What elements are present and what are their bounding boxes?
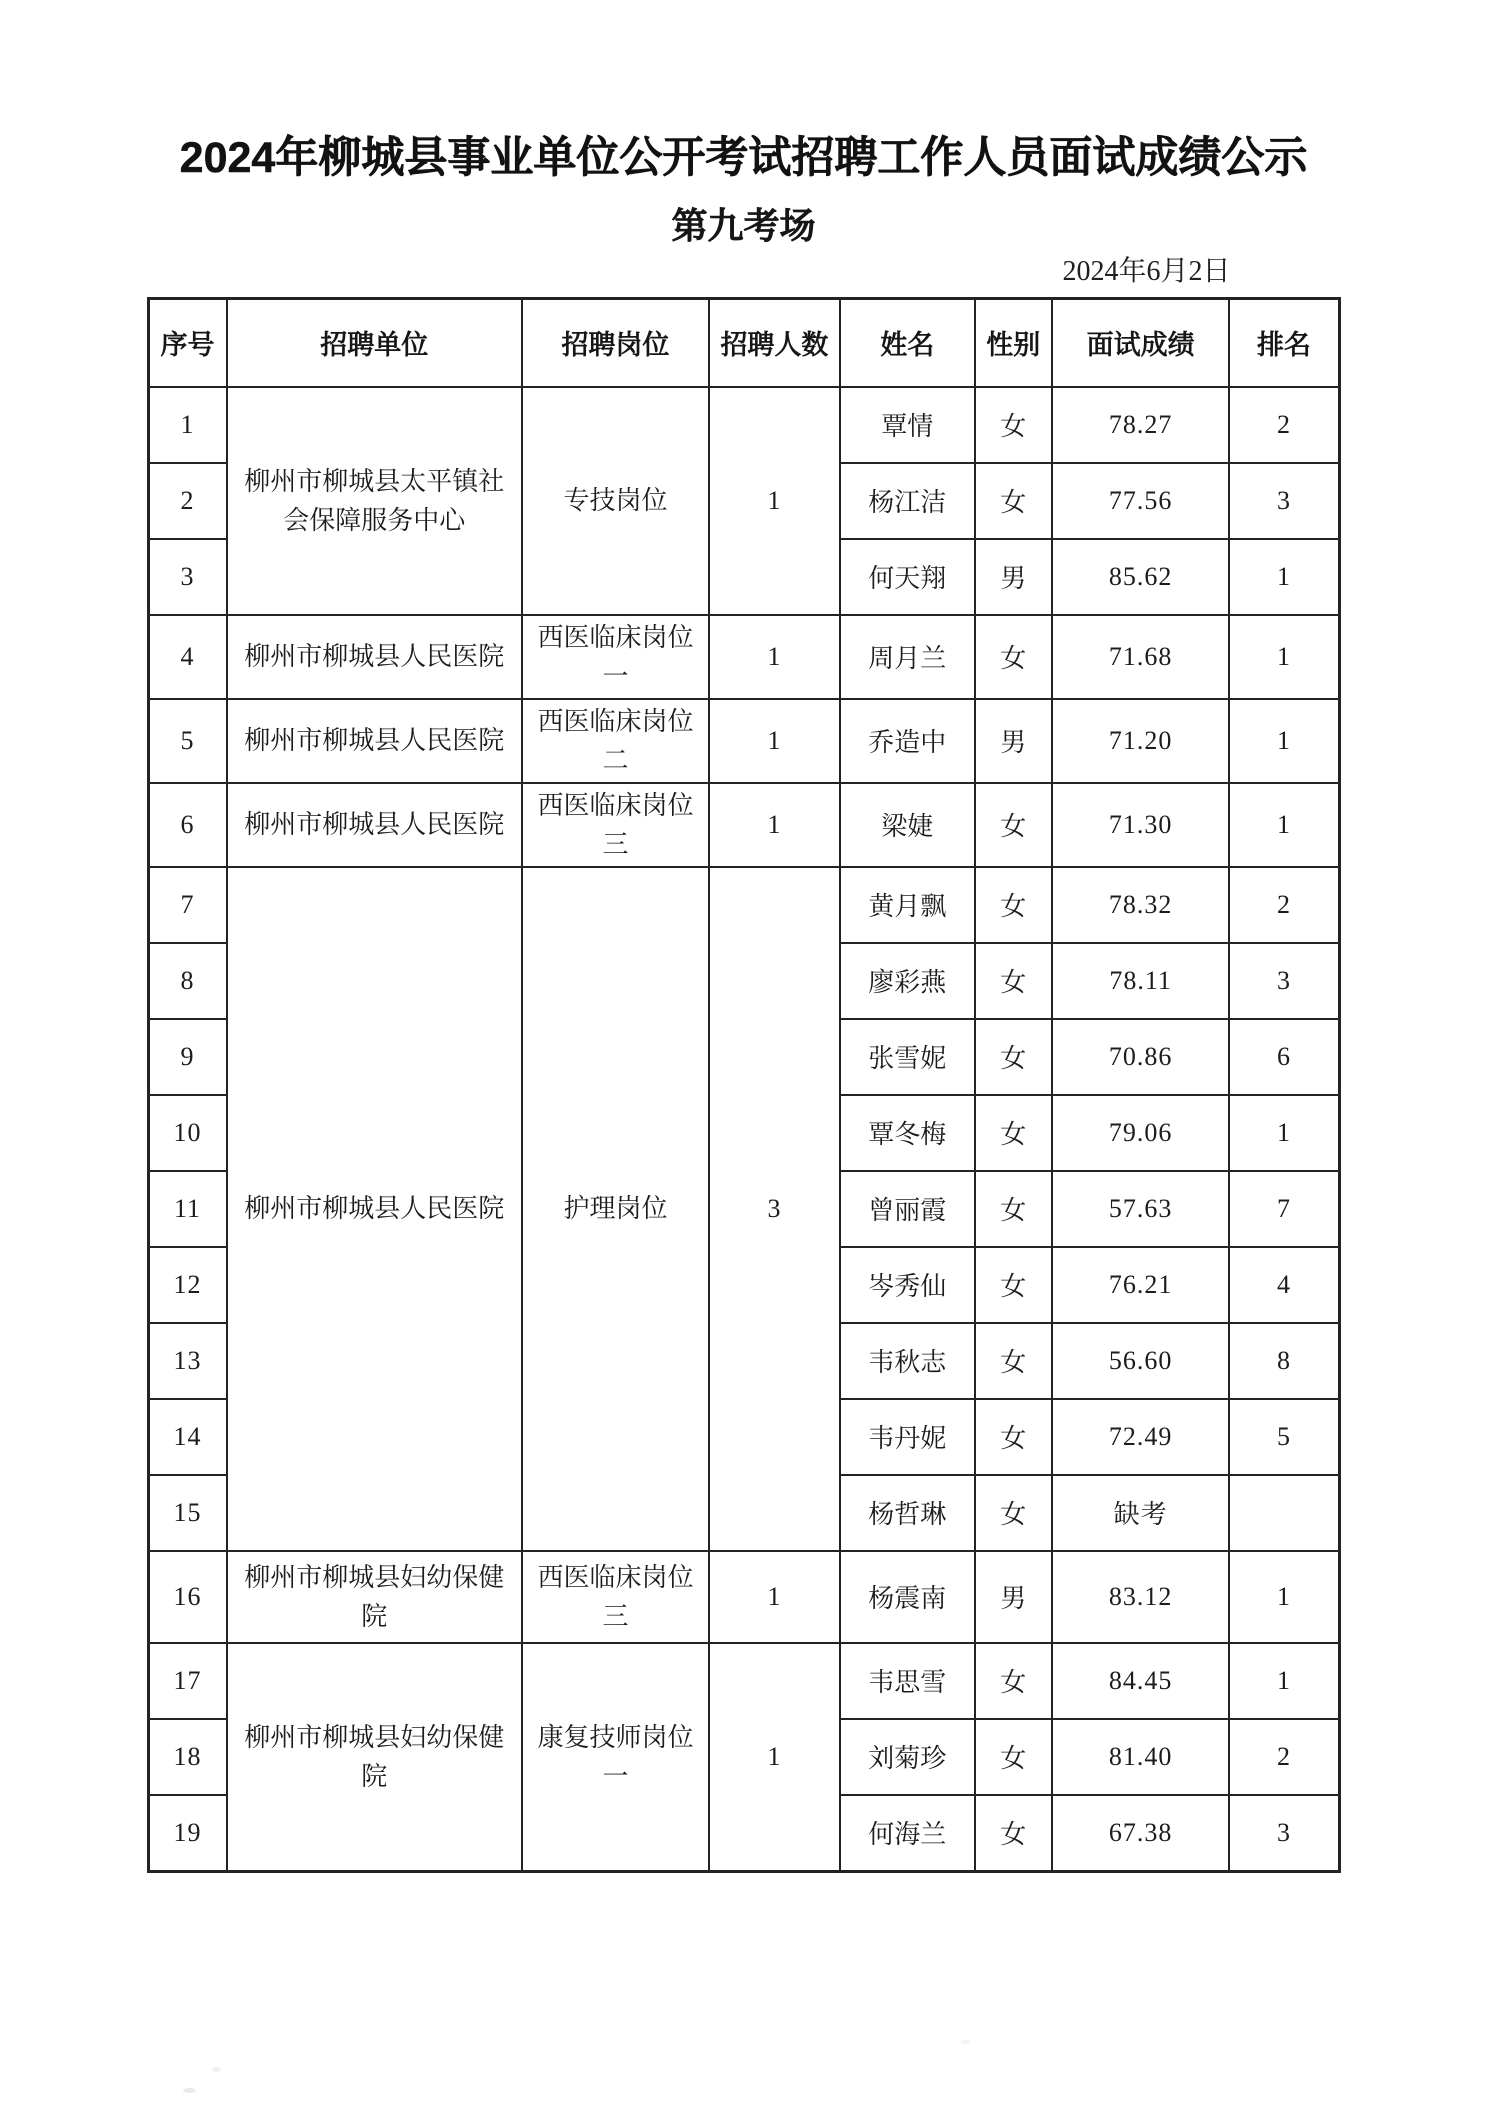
cell-rank: 1 (1229, 615, 1339, 699)
cell-position: 专技岗位 (522, 387, 709, 615)
scan-speck (183, 2088, 196, 2093)
cell-gender: 女 (975, 1171, 1052, 1247)
cell-openings: 1 (709, 1551, 840, 1643)
page-title: 2024年柳城县事业单位公开考试招聘工作人员面试成绩公示 (179, 134, 1308, 182)
cell-position: 西医临床岗位三 (522, 1551, 709, 1643)
cell-serial-number: 17 (148, 1643, 227, 1719)
cell-gender: 女 (975, 1719, 1052, 1795)
cell-name: 韦丹妮 (840, 1399, 975, 1475)
table-row (148, 387, 1339, 463)
cell-serial-number: 7 (148, 867, 227, 943)
cell-rank: 1 (1229, 1551, 1339, 1643)
cell-gender: 女 (975, 867, 1052, 943)
cell-openings: 1 (709, 783, 840, 867)
cell-name: 黄月飘 (840, 867, 975, 943)
cell-recruiting-unit: 柳州市柳城县人民医院 (227, 699, 522, 783)
cell-serial-number: 16 (148, 1551, 227, 1643)
cell-rank: 2 (1229, 1719, 1339, 1795)
cell-score: 84.45 (1052, 1643, 1229, 1719)
cell-rank: 3 (1229, 1795, 1339, 1872)
document-content (147, 257, 1341, 1873)
cell-gender: 女 (975, 463, 1052, 539)
column-header-8: 排名 (1229, 298, 1339, 387)
cell-score: 78.27 (1052, 387, 1229, 463)
cell-name: 乔造中 (840, 699, 975, 783)
cell-score: 77.56 (1052, 463, 1229, 539)
table-header-row (148, 298, 1339, 387)
cell-openings: 1 (709, 615, 840, 699)
cell-gender: 女 (975, 783, 1052, 867)
cell-rank: 7 (1229, 1171, 1339, 1247)
cell-recruiting-unit: 柳州市柳城县太平镇社会保障服务中心 (227, 387, 522, 615)
cell-serial-number: 11 (148, 1171, 227, 1247)
cell-rank: 1 (1229, 539, 1339, 615)
cell-serial-number: 14 (148, 1399, 227, 1475)
cell-name: 梁婕 (840, 783, 975, 867)
cell-gender: 女 (975, 1399, 1052, 1475)
cell-name: 何天翔 (840, 539, 975, 615)
cell-name: 韦思雪 (840, 1643, 975, 1719)
interview-score-table (147, 297, 1341, 1873)
scan-speck (960, 2040, 971, 2044)
cell-score: 57.63 (1052, 1171, 1229, 1247)
cell-name: 曾丽霞 (840, 1171, 975, 1247)
cell-position: 西医临床岗位一 (522, 615, 709, 699)
cell-position: 西医临床岗位三 (522, 783, 709, 867)
cell-gender: 女 (975, 1795, 1052, 1872)
cell-gender: 女 (975, 1475, 1052, 1551)
cell-rank: 1 (1229, 1643, 1339, 1719)
cell-score: 71.30 (1052, 783, 1229, 867)
cell-name: 刘菊珍 (840, 1719, 975, 1795)
cell-serial-number: 12 (148, 1247, 227, 1323)
column-header-7: 面试成绩 (1052, 298, 1229, 387)
cell-openings: 1 (709, 1643, 840, 1872)
table-row (148, 1643, 1339, 1719)
document-date: 2024年6月2日 (1062, 256, 1231, 288)
cell-rank: 3 (1229, 943, 1339, 1019)
cell-name: 韦秋志 (840, 1323, 975, 1399)
cell-score: 缺考 (1052, 1475, 1229, 1551)
cell-gender: 女 (975, 1019, 1052, 1095)
scan-speck (212, 2067, 221, 2072)
cell-name: 何海兰 (840, 1795, 975, 1872)
table-row (148, 699, 1339, 783)
cell-score: 67.38 (1052, 1795, 1229, 1872)
cell-gender: 女 (975, 1643, 1052, 1719)
cell-gender: 女 (975, 1247, 1052, 1323)
page-subtitle: 第九考场 (671, 205, 816, 247)
table-row (148, 1551, 1339, 1643)
cell-serial-number: 1 (148, 387, 227, 463)
cell-serial-number: 9 (148, 1019, 227, 1095)
cell-position: 康复技师岗位一 (522, 1643, 709, 1872)
cell-name: 覃冬梅 (840, 1095, 975, 1171)
cell-openings: 1 (709, 699, 840, 783)
cell-serial-number: 18 (148, 1719, 227, 1795)
cell-rank: 3 (1229, 463, 1339, 539)
cell-rank: 5 (1229, 1399, 1339, 1475)
cell-openings: 3 (709, 867, 840, 1551)
cell-score: 71.20 (1052, 699, 1229, 783)
cell-name: 杨江洁 (840, 463, 975, 539)
cell-recruiting-unit: 柳州市柳城县人民医院 (227, 867, 522, 1551)
cell-rank: 8 (1229, 1323, 1339, 1399)
cell-serial-number: 10 (148, 1095, 227, 1171)
table-row (148, 867, 1339, 943)
cell-serial-number: 4 (148, 615, 227, 699)
table-row (148, 615, 1339, 699)
cell-name: 杨哲琳 (840, 1475, 975, 1551)
cell-rank: 2 (1229, 867, 1339, 943)
cell-serial-number: 3 (148, 539, 227, 615)
cell-recruiting-unit: 柳州市柳城县妇幼保健院 (227, 1643, 522, 1872)
column-header-2: 招聘单位 (227, 298, 522, 387)
cell-name: 覃情 (840, 387, 975, 463)
cell-score: 72.49 (1052, 1399, 1229, 1475)
cell-gender: 女 (975, 615, 1052, 699)
column-header-6: 性别 (975, 298, 1052, 387)
cell-rank: 1 (1229, 783, 1339, 867)
cell-name: 廖彩燕 (840, 943, 975, 1019)
cell-score: 78.11 (1052, 943, 1229, 1019)
cell-gender: 男 (975, 539, 1052, 615)
cell-score: 85.62 (1052, 539, 1229, 615)
cell-serial-number: 15 (148, 1475, 227, 1551)
cell-serial-number: 2 (148, 463, 227, 539)
cell-score: 56.60 (1052, 1323, 1229, 1399)
cell-serial-number: 19 (148, 1795, 227, 1872)
table-row (148, 783, 1339, 867)
column-header-5: 姓名 (840, 298, 975, 387)
column-header-1: 序号 (148, 298, 227, 387)
cell-name: 张雪妮 (840, 1019, 975, 1095)
cell-recruiting-unit: 柳州市柳城县人民医院 (227, 615, 522, 699)
cell-serial-number: 8 (148, 943, 227, 1019)
cell-serial-number: 5 (148, 699, 227, 783)
cell-gender: 女 (975, 1095, 1052, 1171)
cell-name: 杨震南 (840, 1551, 975, 1643)
cell-score: 79.06 (1052, 1095, 1229, 1171)
cell-gender: 男 (975, 1551, 1052, 1643)
cell-score: 70.86 (1052, 1019, 1229, 1095)
cell-score: 83.12 (1052, 1551, 1229, 1643)
cell-gender: 男 (975, 699, 1052, 783)
column-header-4: 招聘人数 (709, 298, 840, 387)
cell-rank: 2 (1229, 387, 1339, 463)
cell-serial-number: 6 (148, 783, 227, 867)
column-header-3: 招聘岗位 (522, 298, 709, 387)
cell-score: 76.21 (1052, 1247, 1229, 1323)
cell-position: 西医临床岗位二 (522, 699, 709, 783)
cell-gender: 女 (975, 1323, 1052, 1399)
cell-position: 护理岗位 (522, 867, 709, 1551)
cell-serial-number: 13 (148, 1323, 227, 1399)
cell-gender: 女 (975, 943, 1052, 1019)
cell-recruiting-unit: 柳州市柳城县人民医院 (227, 783, 522, 867)
table-body (148, 387, 1339, 1872)
cell-rank: 6 (1229, 1019, 1339, 1095)
cell-name: 岑秀仙 (840, 1247, 975, 1323)
cell-score: 78.32 (1052, 867, 1229, 943)
cell-rank: 1 (1229, 699, 1339, 783)
cell-score: 81.40 (1052, 1719, 1229, 1795)
cell-openings: 1 (709, 387, 840, 615)
cell-score: 71.68 (1052, 615, 1229, 699)
cell-rank: 4 (1229, 1247, 1339, 1323)
cell-rank: 1 (1229, 1095, 1339, 1171)
cell-name: 周月兰 (840, 615, 975, 699)
cell-gender: 女 (975, 387, 1052, 463)
cell-rank (1229, 1475, 1339, 1551)
cell-recruiting-unit: 柳州市柳城县妇幼保健院 (227, 1551, 522, 1643)
